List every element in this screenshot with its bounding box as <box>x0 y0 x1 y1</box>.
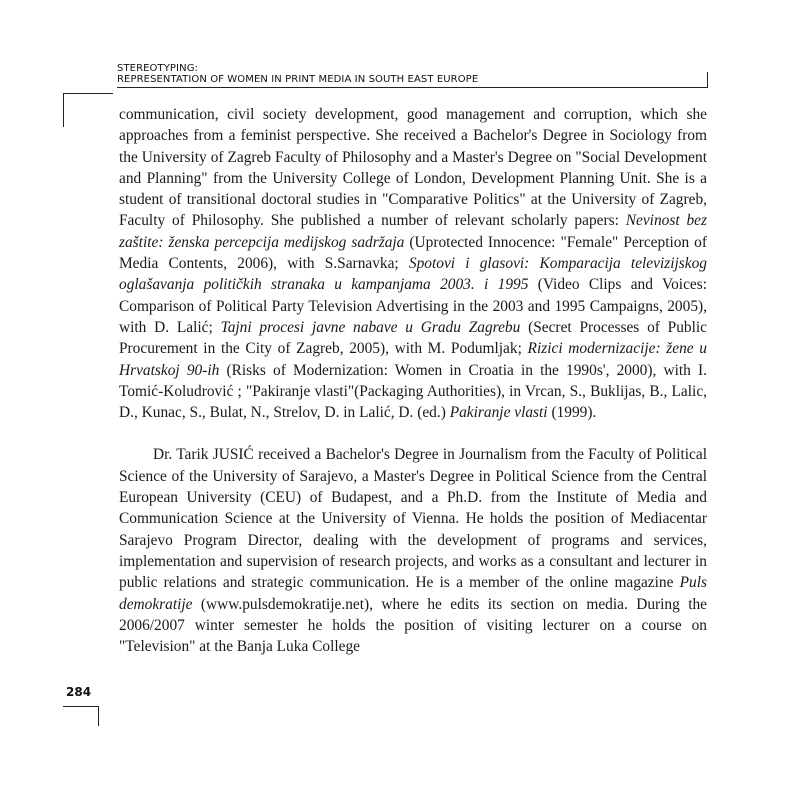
text-run: Dr. Tarik JUSIĆ received a Bachelor's Degree in Journalism from the Faculty of Political Science of the University of Sarajevo, a Master's Degree in Political Science from the Central European University (CEU) of Budapest, and a Ph.D. from the Institute of Media and Communication Science at the University of Vienna. He holds the position of Mediacentar Sarajevo Program Director, dealing with the development of programs and services, implementation and supervision of research projects, and works as a consultant and lecturer in public relations and strategic communication. He is a member of the online magazine <box>119 446 707 592</box>
page-number-rule-vertical <box>98 706 99 726</box>
text-run: (Risks of Modernization: Women in Croatia in the 1990s', 2000), with I. Tomić-Koludrović ; "Pakiranje vlasti"(Packaging Authorities), in Vrcan, S., Buklijas, B., Lalic, D., Kunac, S., Bulat, N., Strelov, D. in Lalić, D. (ed.) <box>119 361 707 422</box>
header-line-2: REPRESENTATION OF WOMEN IN PRINT MEDIA IN SOUTH EAST EUROPE <box>117 74 479 85</box>
publication-title: Spotovi i glasovi: Komparacija televizijskog oglašavanja političkih stranaka u kampanjama 2003. i 1995 <box>119 255 707 294</box>
text-run: (Secret Processes of Public Procurement in the City of Zagreb, 2005), with M. Podumljak; <box>119 318 707 358</box>
paragraph-biography-2 <box>119 444 707 657</box>
page-number-rule <box>63 706 99 707</box>
page-number: 284 <box>66 685 92 699</box>
publication-title: Puls demokratije <box>119 574 707 613</box>
text-run: (Uprotected Innocence: "Female" Perception of Media Contents, 2006), with S.Sarnavka; <box>119 233 707 273</box>
publication-title: Nevinost bez zaštite: ženska percepcija medijskog sadržaja <box>119 212 707 251</box>
paragraph-biography-1 <box>119 104 707 423</box>
body-text <box>119 104 707 657</box>
text-run: (Video Clips and Voices: Comparison of Political Party Television Advertising in the 2003 and 1995 Campaigns, 2005), with D. Lalić; <box>119 276 707 336</box>
text-run: (www.pulsdemokratije.net), where he edits its section on media. During the 2006/2007 winter semester he holds the position of visiting lecturer on a course on "Television" at the Banja Luka College <box>119 595 707 656</box>
publication-title: Pakiranje vlasti <box>449 404 548 422</box>
header-rule <box>117 87 708 88</box>
text-run: (1999). <box>547 404 597 422</box>
header-line-1: STEREOTYPING: <box>117 63 199 74</box>
margin-corner-rule-vertical <box>63 93 64 127</box>
running-header <box>117 63 717 85</box>
publication-title: Tajni procesi javne nabave u Gradu Zagrebu <box>220 318 521 336</box>
text-run: communication, civil society development, good management and corruption, which she approaches from a feminist perspective. She received a Bachelor's Degree in Sociology from the University of Zagreb Faculty of Philosophy and a Master's Degree on "Social Development and Planning" from the University College of London, Development Planning Unit. She is a student of transitional doctoral studies in "Comparative Politics" at the University of Zagreb, Faculty of Philosophy. She published a number of relevant scholarly papers: <box>119 106 707 230</box>
publication-title: Rizici modernizacije: žene u Hrvatskoj 90-ih <box>119 340 707 379</box>
margin-corner-rule <box>63 93 113 94</box>
header-rule-tick <box>707 72 708 88</box>
